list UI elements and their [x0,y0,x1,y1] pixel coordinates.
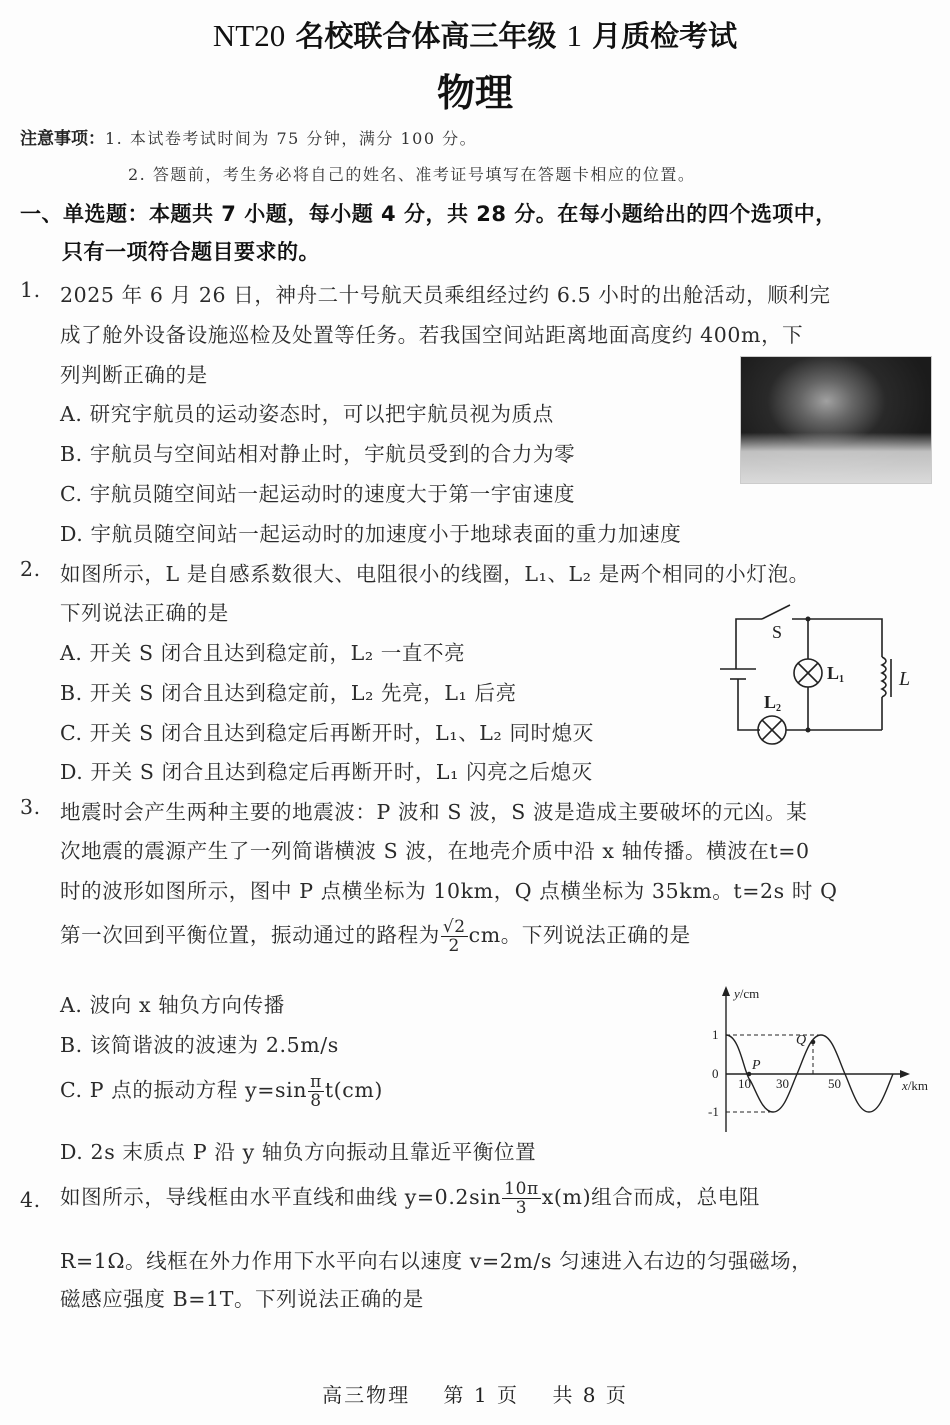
option-label: C. [60,1078,83,1102]
exam-title [0,14,950,55]
footer-total-pages: 共 8 页 [552,1383,628,1407]
option-d[interactable] [60,755,593,785]
lamp-l1-label: L1 [827,663,845,685]
option-label: B. [60,442,83,466]
fraction-denominator: 3 [515,1198,528,1218]
option-text: P 点的振动方程 y=sin [89,1078,308,1102]
stem-text: cm。下列说法正确的是 [468,923,691,947]
fraction-numerator: π [310,1072,322,1092]
astronaut-photo [740,356,932,484]
x-axis-label: x/km [902,1078,929,1093]
option-label: C. [60,721,83,745]
title-suffix: 月质检考试 [592,19,738,53]
option-label: D. [60,1140,84,1164]
section-heading-line2: 只有一项符合题目要求的。 [62,240,320,264]
question-number: 2. [20,557,41,581]
title-main: 名校联合体高三年级 [295,19,557,53]
option-text: 研究宇航员的运动姿态时，可以把宇航员视为质点 [89,402,554,426]
option-d[interactable] [60,1135,536,1165]
fraction [441,918,468,955]
option-label: C. [60,482,83,506]
circuit-diagram [700,595,930,755]
stem-text: 如图所示，导线框由水平直线和曲线 y=0.2sin [60,1185,502,1209]
stem-text: x(m)组合而成，总电阻 [541,1185,760,1209]
section-heading-line1: 一、单选题：本题共 7 小题，每小题 4 分，共 28 分。在每小题给出的四个选项中， [20,202,837,226]
point-q-marker [811,1040,816,1045]
wave-graph [690,980,950,1140]
question-stem-line: 列判断正确的是 [60,363,208,387]
question-stem-line: 成了舱外设备设施巡检及处置等任务。若我国空间站距离地面高度约 400m，下 [60,323,804,347]
option-label: A. [60,993,83,1017]
fraction-denominator: 8 [310,1091,322,1111]
coil-label: L [899,668,911,690]
question-stem-line [60,1180,760,1217]
option-text: 2s 末质点 P 沿 y 轴负方向振动且靠近平衡位置 [90,1140,537,1164]
switch-label: S [772,622,783,642]
subject-title: 物理 [436,71,513,115]
question-stem-line: 地震时会产生两种主要的地震波：P 波和 S 波，S 波是造成主要破坏的元凶。某 [60,800,808,824]
option-text: t(cm) [324,1078,383,1102]
question-stem-line: 如图所示，L 是自感系数很大、电阻很小的线圈，L₁、L₂ 是两个相同的小灯泡。 [60,562,810,586]
option-c[interactable] [60,1073,383,1110]
option-text: 宇航员随空间站一起运动时的速度大于第一宇宙速度 [89,482,576,506]
question-number: 1. [20,278,41,302]
footer-page-number: 第 1 页 [443,1383,519,1407]
x-tick: 30 [776,1076,789,1091]
option-text: 开关 S 闭合且达到稳定前，L₂ 一直不亮 [89,641,466,665]
option-b[interactable] [60,1028,339,1058]
notice-line-1 [20,124,477,149]
option-label: D. [60,760,84,784]
fraction [502,1180,541,1217]
inductor-coil-icon [882,657,886,697]
question-stem-line: 下列说法正确的是 [60,601,229,625]
option-text: 该简谐波的波速为 2.5m/s [89,1033,339,1057]
title-month: 1 [566,18,582,53]
question-stem-line: 2025 年 6 月 26 日，神舟二十号航天员乘组经过约 6.5 小时的出舱活动，顺利完 [60,283,831,307]
fraction [308,1073,324,1110]
question-number: 4. [20,1188,41,1212]
fraction-denominator: 2 [448,936,460,956]
question-stem-line [60,918,691,955]
stem-text: 第一次回到平衡位置，振动通过的路程为 [60,923,440,947]
option-text: 波向 x 轴负方向传播 [89,993,285,1017]
title-prefix: NT20 [212,18,286,53]
fraction-numerator: √2 [442,917,466,937]
option-label: B. [60,1033,83,1057]
notice-item: 2. 答题前，考生务必将自己的姓名、准考证号填写在答题卡相应的位置。 [128,165,696,184]
option-text: 宇航员随空间站一起运动时的加速度小于地球表面的重力加速度 [90,522,682,546]
switch-icon [762,605,790,619]
option-a[interactable] [60,636,465,666]
question-stem-line: 时的波形如图所示，图中 P 点横坐标为 10km，Q 点横坐标为 35km。t=2s 时 Q [60,879,838,903]
option-label: B. [60,681,83,705]
option-d[interactable] [60,517,681,547]
y-axis-label: y/cm [734,986,760,1001]
question-stem-line: R=1Ω。线框在外力作用下水平向右以速度 v=2m/s 匀速进入右边的匀强磁场， [60,1249,813,1273]
question-stem-line: 磁感应强度 B=1T。下列说法正确的是 [60,1287,424,1311]
option-label: A. [60,641,83,665]
point-p-label: P [752,1058,761,1073]
option-a[interactable] [60,988,285,1018]
option-label: D. [60,522,84,546]
question-number: 3. [20,795,41,819]
x-tick: 10 [738,1076,751,1091]
option-c[interactable] [60,716,594,746]
y-tick: 0 [712,1066,719,1081]
page-footer [0,1379,950,1408]
notice-label: 注意事项： [20,129,105,149]
point-q-label: Q [796,1033,807,1048]
x-tick: 50 [828,1076,841,1091]
option-b[interactable] [60,437,575,467]
option-text: 开关 S 闭合且达到稳定后再断开时，L₁ 闪亮之后熄灭 [90,760,593,784]
lamp-l2-label: L2 [764,692,782,714]
footer-subject: 高三物理 [322,1383,411,1407]
option-c[interactable] [60,477,575,507]
option-b[interactable] [60,676,517,706]
question-stem-line: 次地震的震源产生了一列简谐横波 S 波，在地壳介质中沿 x 轴传播。横波在t=0 [60,839,810,863]
y-tick: -1 [708,1104,719,1119]
option-text: 宇航员与空间站相对静止时，宇航员受到的合力为零 [89,442,576,466]
option-label: A. [60,402,83,426]
notice-item: 1. 本试卷考试时间为 75 分钟，满分 100 分。 [105,129,478,148]
option-a[interactable] [60,397,554,427]
y-tick: 1 [712,1027,719,1042]
option-text: 开关 S 闭合且达到稳定前，L₂ 先亮，L₁ 后亮 [89,681,517,705]
option-text: 开关 S 闭合且达到稳定后再断开时，L₁、L₂ 同时熄灭 [89,721,594,745]
fraction-numerator: 10π [504,1179,539,1199]
